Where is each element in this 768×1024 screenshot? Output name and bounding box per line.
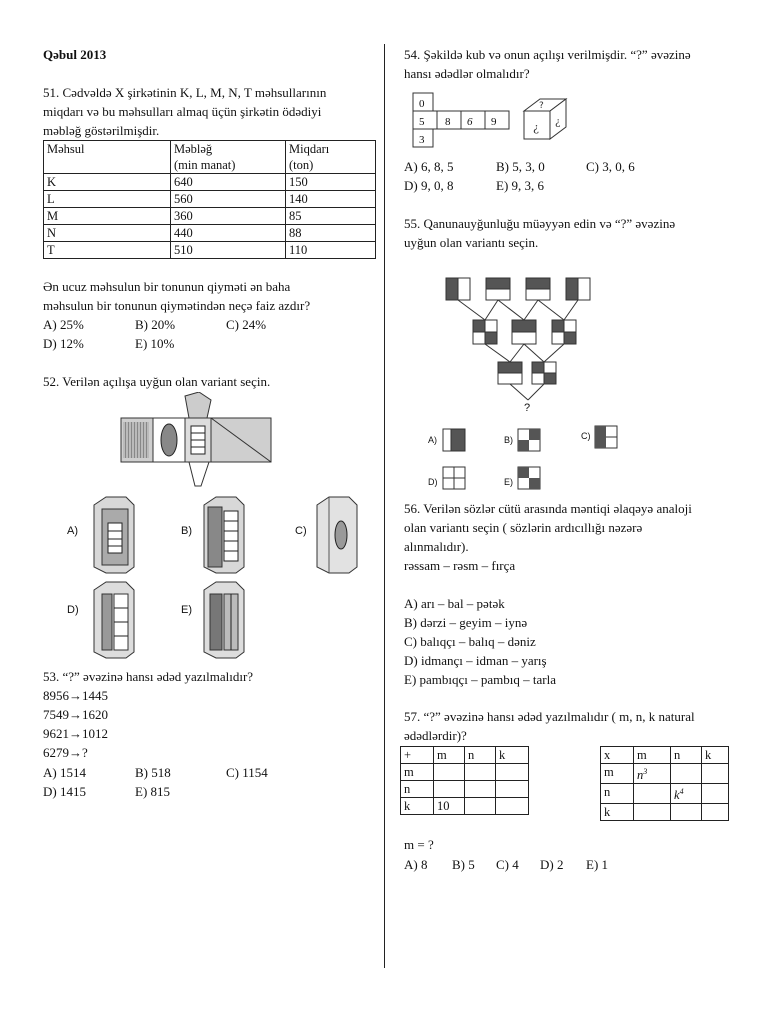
q53-line-1: 8956→1445 xyxy=(43,688,108,703)
q52-option-a-prism[interactable] xyxy=(88,495,138,575)
q54-net-3: 3 xyxy=(419,134,425,146)
q53-line-2: 7549→1620 xyxy=(43,707,108,722)
table-row: N 440 88 xyxy=(44,225,376,242)
q57-option-c[interactable]: C) 4 xyxy=(496,857,519,872)
q55-option-c[interactable] xyxy=(594,425,618,449)
q55-label-b[interactable]: B) xyxy=(504,435,513,445)
q57-option-b[interactable]: B) 5 xyxy=(452,857,475,872)
q54-net-6: 6 xyxy=(467,116,473,128)
q55-label-c[interactable]: C) xyxy=(581,431,591,441)
q55-option-d[interactable] xyxy=(442,466,466,490)
q52-label-d[interactable]: D) xyxy=(67,604,79,616)
q52-label-c[interactable]: C) xyxy=(295,525,307,537)
table-row: M 360 85 xyxy=(44,208,376,225)
q53-option-b[interactable]: B) 518 xyxy=(135,765,171,780)
q54-text-2: hansı ədədlər olmalıdır? xyxy=(404,66,530,81)
q57-addition-table: + m n k m n k 10 xyxy=(400,746,529,815)
q52-net-figure xyxy=(113,392,303,492)
q53-option-c[interactable]: C) 1154 xyxy=(226,765,268,780)
table-row: L 560 140 xyxy=(44,191,376,208)
table-header-cell: Məhsul xyxy=(44,141,171,174)
page-title: Qəbul 2013 xyxy=(43,47,107,62)
q54-option-d[interactable]: D) 9, 0, 8 xyxy=(404,178,454,193)
table-header-row xyxy=(44,141,376,174)
q57-option-d[interactable]: D) 2 xyxy=(540,857,564,872)
q54-net-0: 0 xyxy=(419,98,425,110)
q53-option-a[interactable]: A) 1514 xyxy=(43,765,86,780)
question-mark-icon: ¿ xyxy=(533,121,539,134)
q54-net-9: 9 xyxy=(491,116,497,128)
table-row: K 640 150 xyxy=(44,174,376,191)
q54-cube-net xyxy=(412,92,512,152)
q54-option-c[interactable]: C) 3, 0, 6 xyxy=(586,159,635,174)
q53-line-4: 6279→? xyxy=(43,745,88,760)
q53-option-e[interactable]: E) 815 xyxy=(135,784,171,799)
q51-option-d[interactable]: D) 12% xyxy=(43,336,84,351)
q56-text-2: olan variantı seçin ( sözlərin ardıcıllığı nəzərə xyxy=(404,520,643,535)
q55-option-e[interactable] xyxy=(517,466,541,490)
q51-text-3: məbləğ göstərilmişdir. xyxy=(43,123,160,138)
q55-option-b[interactable] xyxy=(517,428,541,452)
q56-option-c[interactable]: C) balıqçı – balıq – dəniz xyxy=(404,634,536,649)
q55-text-2: uyğun olan variantı seçin. xyxy=(404,235,539,250)
q52-label-a[interactable]: A) xyxy=(67,525,78,537)
q57-text-2: ədədlərdir)? xyxy=(404,728,467,743)
q55-question-mark: ? xyxy=(524,402,531,414)
table-header-cell: Məbləğ (min manat) xyxy=(171,141,286,174)
q51-option-a[interactable]: A) 25% xyxy=(43,317,84,332)
q51-table xyxy=(43,140,376,259)
q54-net-8: 8 xyxy=(445,116,451,128)
question-mark-icon: ¿ xyxy=(555,117,561,128)
q57-option-e[interactable]: E) 1 xyxy=(586,857,609,872)
q57-option-a[interactable]: A) 8 xyxy=(404,857,428,872)
q54-cube xyxy=(522,97,570,143)
q51-option-e[interactable]: E) 10% xyxy=(135,336,175,351)
q52-option-c-prism[interactable] xyxy=(311,495,361,575)
q57-multiplication-table: x m n k m $n^3$ n $k^4$ k xyxy=(600,746,729,821)
q53-option-d[interactable]: D) 1415 xyxy=(43,784,86,799)
q55-label-d[interactable]: D) xyxy=(428,477,438,487)
q52-label-b[interactable]: B) xyxy=(181,525,192,537)
q54-option-e[interactable]: E) 9, 3, 6 xyxy=(496,178,545,193)
q56-text-3: alınmalıdır). xyxy=(404,539,469,554)
q53-text: 53. “?” əvəzinə hansı ədəd yazılmalıdır? xyxy=(43,669,254,684)
q57-ask: m = ? xyxy=(404,837,434,852)
table-header-cell: Miqdarı (ton) xyxy=(286,141,376,174)
q56-option-d[interactable]: D) idmançı – idman – yarış xyxy=(404,653,547,668)
column-divider xyxy=(384,44,385,968)
q51-question-2: məhsulun bir tonunun qiymətindən neçə faiz azdır? xyxy=(43,298,311,313)
q53-line-3: 9621→1012 xyxy=(43,726,108,741)
q55-option-a[interactable] xyxy=(442,428,466,452)
q51-option-b[interactable]: B) 20% xyxy=(135,317,176,332)
q55-label-a[interactable]: A) xyxy=(428,435,437,445)
q55-text-1: 55. Qanunauyğunluğu müəyyən edin və “?” əvəzinə xyxy=(404,216,676,231)
q52-option-b-prism[interactable] xyxy=(198,495,248,575)
q51-text-1: 51. Cədvəldə X şirkətinin K, L, M, N, T məhsullarının xyxy=(43,85,327,100)
q56-option-e[interactable]: E) pambıqçı – pambıq – tarla xyxy=(404,672,556,687)
q54-option-b[interactable]: B) 5, 3, 0 xyxy=(496,159,545,174)
q51-text-2: miqdarı və bu məhsulları almaq üçün şirkətin ödədiyi xyxy=(43,104,322,119)
question-mark-icon: ? xyxy=(539,101,544,111)
q52-text: 52. Verilən açılışa uyğun olan variant seçin. xyxy=(43,374,271,389)
q54-option-a[interactable]: A) 6, 8, 5 xyxy=(404,159,454,174)
q56-option-b[interactable]: B) dərzi – geyim – iynə xyxy=(404,615,528,630)
q51-option-c[interactable]: C) 24% xyxy=(226,317,267,332)
q57-text-1: 57. “?” əvəzinə hansı ədəd yazılmalıdır ( m, n, k natural xyxy=(404,709,695,724)
table-row: T 510 110 xyxy=(44,242,376,259)
q54-net-5: 5 xyxy=(419,116,425,128)
q55-label-e[interactable]: E) xyxy=(504,477,513,487)
q52-option-e-prism[interactable] xyxy=(198,580,248,660)
q52-label-e[interactable]: E) xyxy=(181,604,192,616)
q51-question-1: Ən ucuz məhsulun bir tonunun qiyməti ən baha xyxy=(43,279,291,294)
q52-option-d-prism[interactable] xyxy=(88,580,138,660)
q56-text-1: 56. Verilən sözlər cütü arasında məntiqi əlaqəyə analoji xyxy=(404,501,692,516)
q54-text-1: 54. Şəkildə kub və onun açılışı verilmişdir. “?” əvəzinə xyxy=(404,47,691,62)
q56-option-a[interactable]: A) arı – bal – pətək xyxy=(404,596,505,611)
q56-given: rəssam – rəsm – fırça xyxy=(404,558,516,573)
